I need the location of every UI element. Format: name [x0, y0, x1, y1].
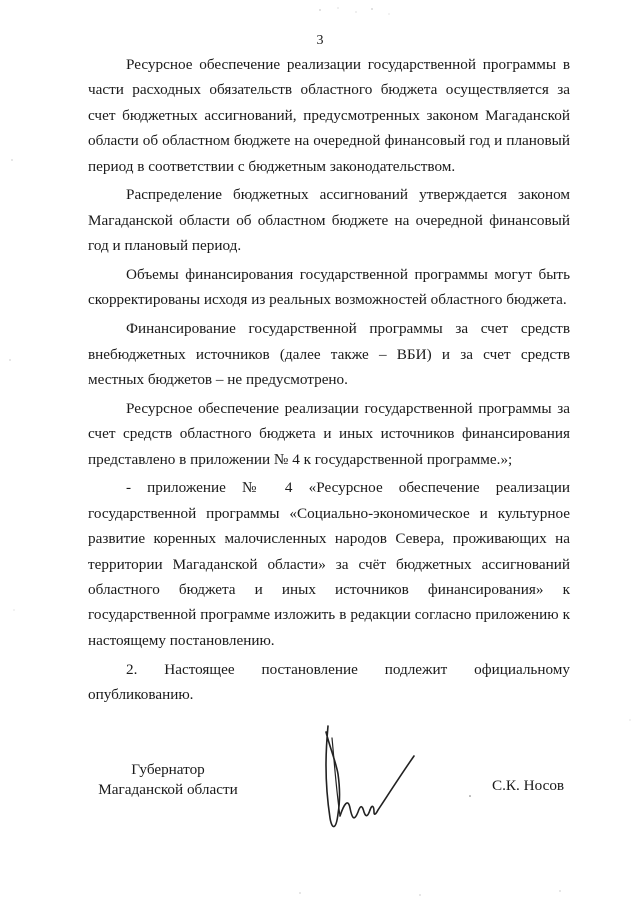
- handwritten-signature: [310, 718, 430, 838]
- signature-block: [0, 738, 640, 838]
- paragraph-appendix-4-amendment: - приложение № 4 «Ресурсное обеспечение реализации государственной программы «Социально-экономическое и культурное развитие коренных малочисленных народов Севера, проживающих на территории Магаданской области» за счёт бюджетных ассигнований областного бюджета и иных источников финансирования» к государственной программе изложить в редакции согласно приложению к настоящему постановлению.: [88, 479, 570, 649]
- paragraph-appendix-reference: Ресурсное обеспечение реализации государственной программы за счет средств областного бюджета и иных источников финансирования представлено в приложении № 4 к государственной программе.»;: [88, 399, 570, 468]
- governor-title: [88, 760, 248, 800]
- paragraph-budget-distribution: Распределение бюджетных ассигнований утверждается законом Магаданской области об областном бюджете на очередной финансовый год и плановый период.: [88, 186, 570, 255]
- paragraph-funding-volumes: Объемы финансирования государственной программы могут быть скорректированы исходя из реальных возможностей областного бюджета.: [88, 266, 570, 309]
- paragraph-resource-provision: Ресурсное обеспечение реализации государственной программы в части расходных обязательств областного бюджета осуществляется за счет бюджетных ассигнований, предусмотренных законом Магаданской области об областном бюджете на очередной финансовый год и плановый период в соответствии с бюджетным законодательством.: [88, 56, 570, 175]
- paragraph-publication: 2. Настоящее постановление подлежит официальному опубликованию.: [88, 660, 570, 704]
- paragraph-extrabudgetary-funding: Финансирование государственной программы за счет средств внебюджетных источников (далее также – ВБИ) и за счет средств местных бюджетов – не предусмотрено.: [88, 320, 570, 389]
- governor-title-line1: Губернатор: [131, 761, 205, 778]
- page-number: 3: [316, 33, 324, 48]
- governor-name: С.К. Носов: [492, 777, 565, 794]
- document-body: [88, 52, 570, 711]
- governor-title-line2: Магаданской области: [98, 781, 238, 798]
